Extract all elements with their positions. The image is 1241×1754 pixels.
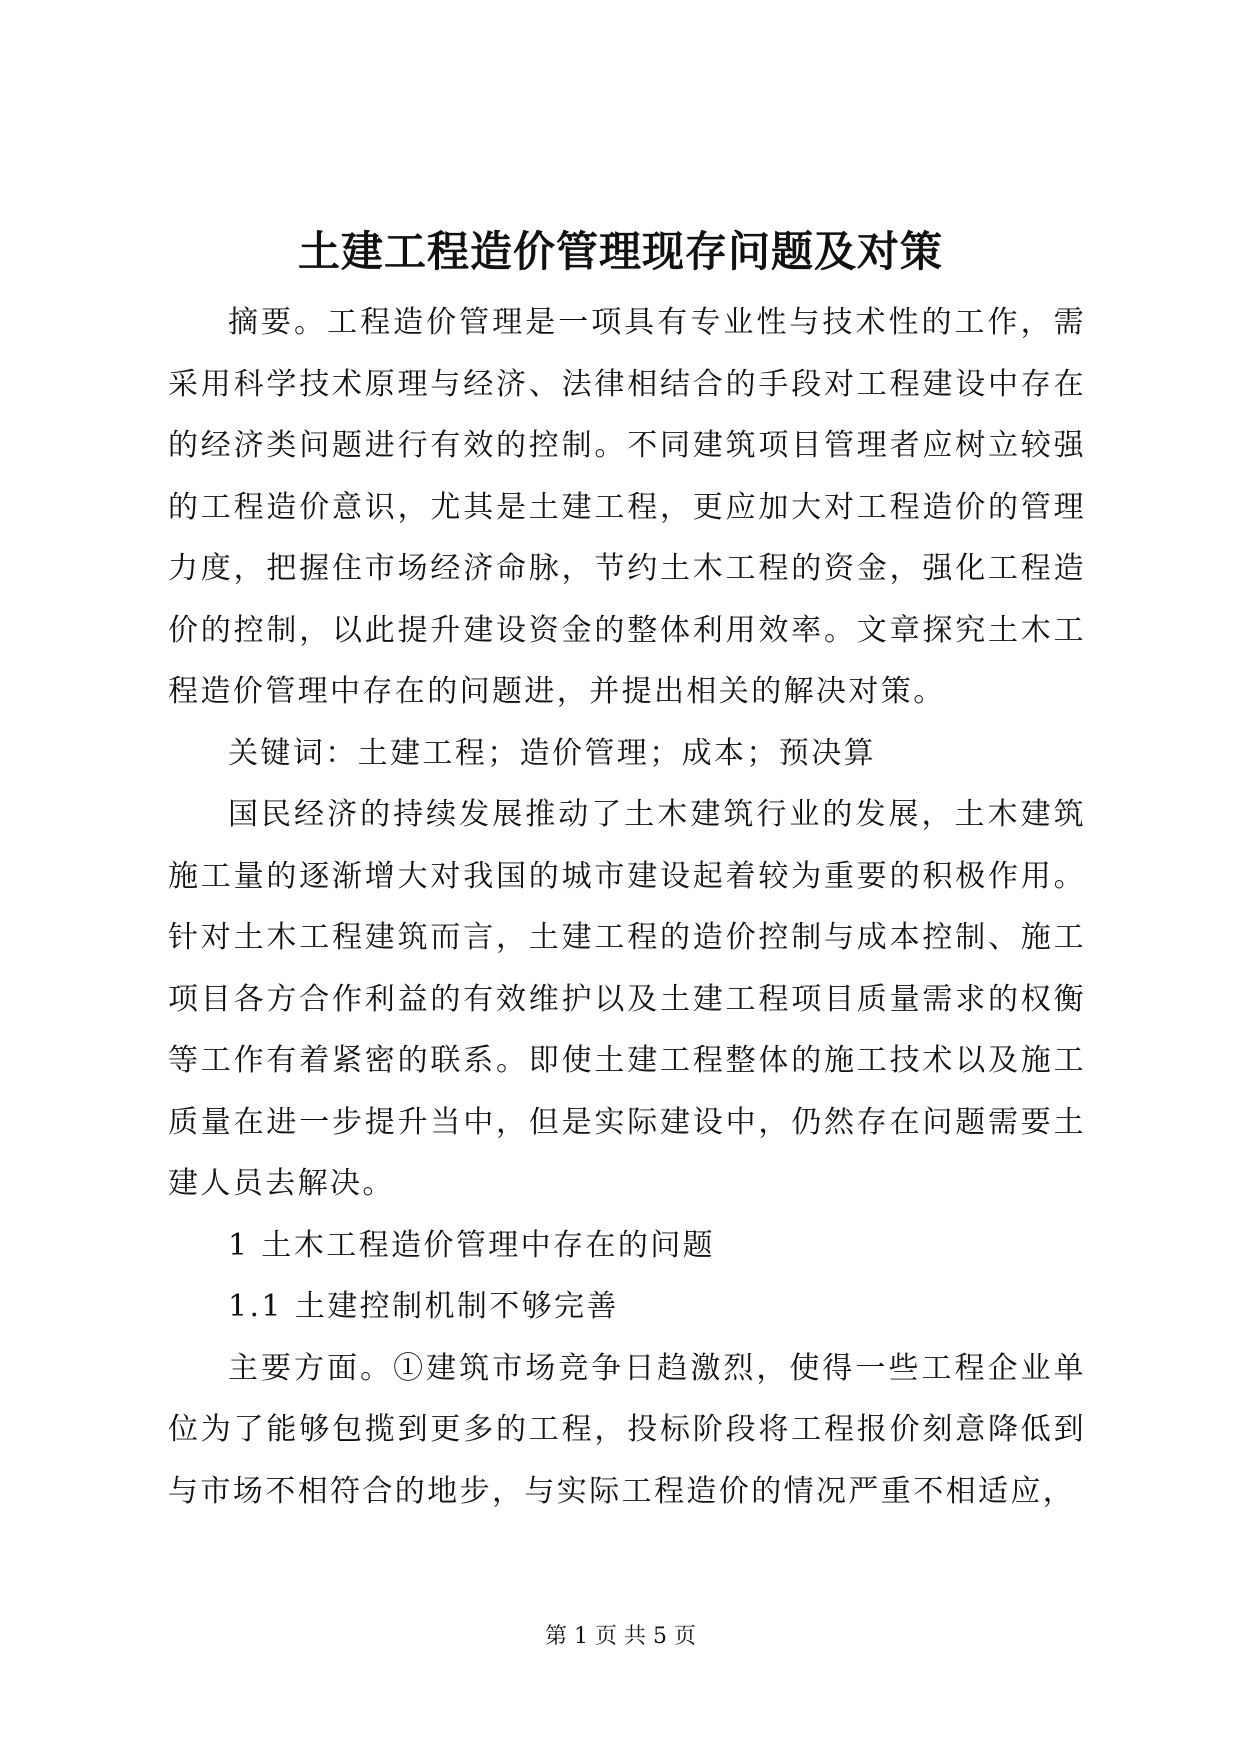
abstract-paragraph: 摘要。工程造价管理是一项具有专业性与技术性的工作，需采用科学技术原理与经济、法律相结合的手段对工程建设中存在的经济类问题进行有效的控制。不同建筑项目管理者应树立较强的工程造价意识，尤其是土建工程，更应加大对工程造价的管理力度，把握住市场经济命脉，节约土木工程的资金，强化工程造价的控制，以此提升建设资金的整体利用效率。文章探究土木工程造价管理中存在的问题进，并提出相关的解决对策。 [168, 305, 1086, 709]
intro-paragraph: 国民经济的持续发展推动了土木建筑行业的发展，土木建筑施工量的逐渐增大对我国的城市建设起着较为重要的积极作用。针对土木工程建筑而言，土建工程的造价控制与成本控制、施工项目各方合作利益的有效维护以及土建工程项目质量需求的权衡等工作有着紧密的联系。即使土建工程整体的施工技术以及施工质量在进一步提升当中，但是实际建设中，仍然存在问题需要土建人员去解决。 [168, 797, 1086, 1201]
subsection-heading-1-1: 1.1 土建控制机制不够完善 [228, 1289, 619, 1324]
page-footer: 第 1 页 共 5 页 [545, 1624, 696, 1649]
keywords-paragraph: 关键词：土建工程；造价管理；成本；预决算 [228, 735, 876, 771]
document-body [168, 292, 1086, 1522]
document-title: 土建工程造价管理现存问题及对策 [297, 227, 943, 276]
section-heading-1: 1 土木工程造价管理中存在的问题 [228, 1227, 716, 1263]
body-paragraph: 主要方面。①建筑市场竞争日趋激烈，使得一些工程企业单位为了能够包揽到更多的工程，投标阶段将工程报价刻意降低到与市场不相符合的地步，与实际工程造价的情况严重不相适应， [168, 1350, 1086, 1509]
